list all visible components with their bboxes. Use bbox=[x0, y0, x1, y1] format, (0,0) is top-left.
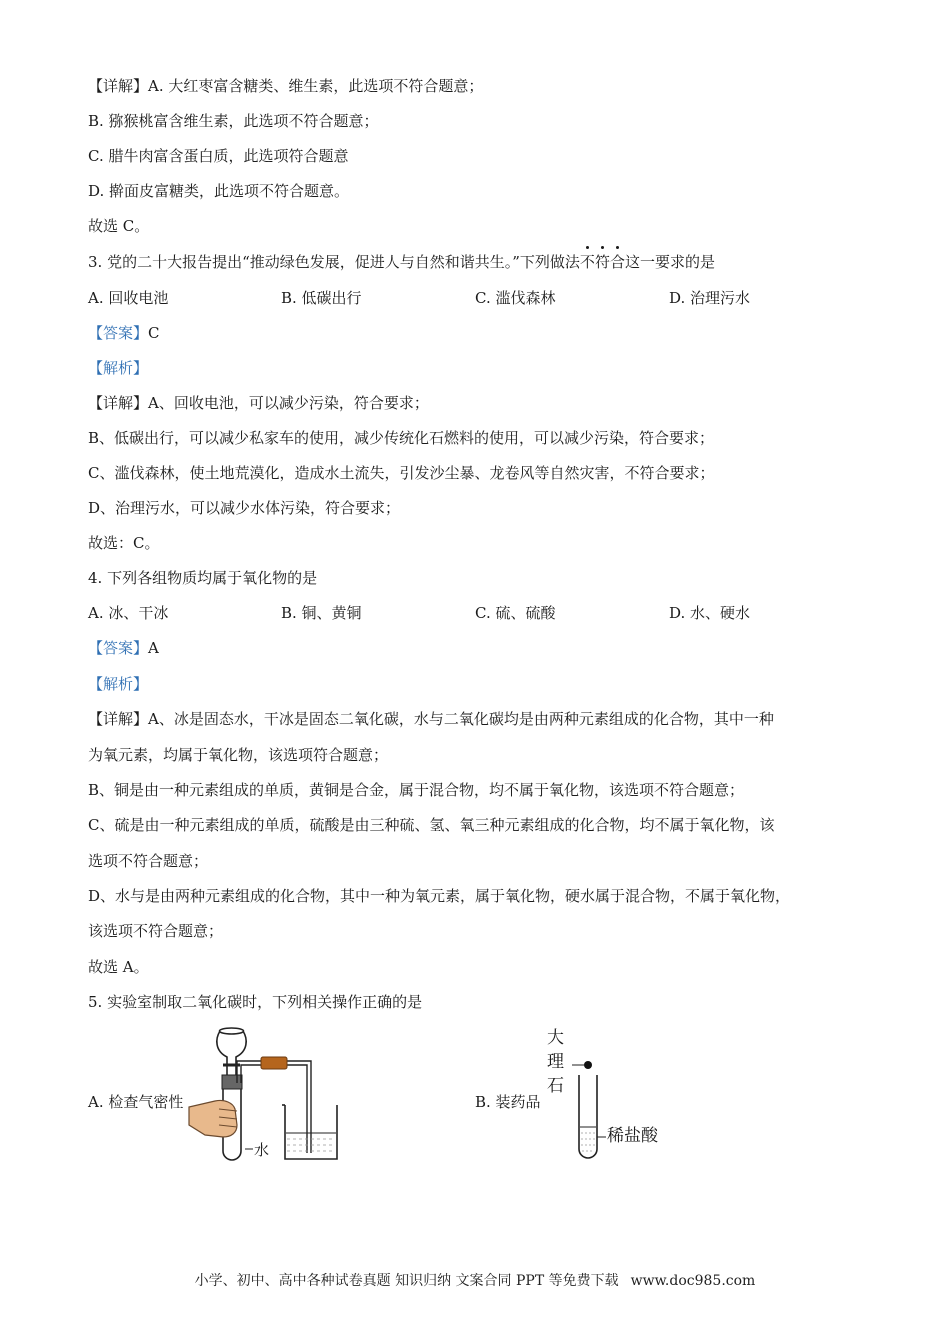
q3-stem-before: 3. 党的二十大报告提出“推动绿色发展，促进人与自然和谐共生。”下列做法 bbox=[88, 253, 580, 271]
detail-tag: 【详解】 bbox=[88, 394, 149, 412]
q3-emphasis-char: 合 bbox=[609, 253, 625, 271]
detail-text: A、回收电池，可以减少污染，符合要求； bbox=[148, 394, 429, 412]
q3-stem-after: 这一要求的是 bbox=[624, 253, 715, 271]
q3-option-a: A. 回收电池 bbox=[88, 289, 169, 307]
answer-tag: 【答案】 bbox=[88, 324, 149, 342]
q4-detail-line bbox=[88, 709, 774, 729]
q2-detail-a bbox=[88, 76, 483, 96]
q2-detail-c: C. 腊牛肉富含蛋白质，此选项符合题意 bbox=[88, 147, 349, 165]
q5-option-a-label: A. 检查气密性 bbox=[88, 1093, 184, 1111]
q3-stem bbox=[88, 252, 715, 272]
q2-detail-d: D. 擀面皮富糖类，此选项不符合题意。 bbox=[88, 182, 350, 200]
q4-option-d: D. 水、硬水 bbox=[669, 604, 751, 622]
detail-tag: 【详解】 bbox=[88, 710, 149, 728]
detail-tag: 【详解】 bbox=[88, 77, 149, 95]
q3-detail-line bbox=[88, 393, 429, 413]
q3-conclusion: 故选：C。 bbox=[88, 534, 160, 552]
q4-detail-line: C、硫是由一种元素组成的单质，硫酸是由三种硫、氢、氧三种元素组成的化合物，均不属于氧化物，该 bbox=[88, 816, 775, 834]
answer-value: C bbox=[148, 324, 160, 342]
marble-label-3: 石 bbox=[547, 1076, 564, 1096]
separatory-funnel-icon bbox=[217, 1028, 246, 1075]
q3-option-b: B. 低碳出行 bbox=[281, 289, 362, 307]
q4-detail-line: 该选项不符合题意； bbox=[88, 922, 224, 940]
q3-detail-line: B、低碳出行，可以减少私家车的使用，减少传统化石燃料的使用，可以减少污染，符合要求； bbox=[88, 429, 715, 447]
q3-emphasis-char: 不 bbox=[579, 253, 595, 271]
q5-stem: 5. 实验室制取二氧化碳时，下列相关操作正确的是 bbox=[88, 993, 423, 1011]
q4-detail-line: D、水与是由两种元素组成的化合物，其中一种为氧元素，属于氧化物，硬水属于混合物，不属于氧化物， bbox=[88, 887, 791, 905]
q4-answer bbox=[88, 638, 159, 658]
q2-detail-b: B. 猕猴桃富含维生素，此选项不符合题意； bbox=[88, 112, 379, 130]
q3-detail-line: C、滥伐森林，使土地荒漠化，造成水土流失，引发沙尘暴、龙卷风等自然灾害，不符合要求； bbox=[88, 464, 715, 482]
marble-piece bbox=[584, 1061, 592, 1069]
q3-answer bbox=[88, 323, 160, 343]
q4-option-a: A. 冰、干冰 bbox=[88, 604, 169, 622]
add-reagent-figure bbox=[570, 1055, 610, 1165]
marble-label-1: 大 bbox=[547, 1028, 564, 1048]
answer-tag: 【答案】 bbox=[88, 639, 149, 657]
page-footer bbox=[0, 1270, 950, 1290]
q3-analysis-tag: 【解析】 bbox=[88, 359, 149, 377]
test-tube bbox=[579, 1075, 597, 1158]
detail-text: A. 大红枣富含糖类、维生素，此选项不符合题意； bbox=[148, 77, 484, 95]
hand-icon bbox=[189, 1100, 237, 1137]
detail-text: A、冰是固态水，干冰是固态二氧化碳，水与二氧化碳均是由两种元素组成的化合物，其中一种 bbox=[148, 710, 774, 728]
q2-conclusion: 故选 C。 bbox=[88, 217, 150, 235]
q3-detail-line: D、治理污水，可以减少水体污染，符合要求； bbox=[88, 499, 401, 517]
rubber-tube-connector bbox=[261, 1057, 287, 1069]
q3-option-d: D. 治理污水 bbox=[669, 289, 751, 307]
q5-option-b-label: B. 装药品 bbox=[475, 1093, 541, 1111]
q3-emphasis-char: 符 bbox=[594, 253, 610, 271]
answer-value: A bbox=[148, 639, 159, 657]
q4-conclusion: 故选 A。 bbox=[88, 958, 149, 976]
q4-detail-line: 为氧元素，均属于氧化物，该选项符合题意； bbox=[88, 746, 389, 764]
footer-text: 小学、初中、高中各种试卷真题 知识归纳 文案合同 PPT 等免费下载 bbox=[194, 1273, 619, 1289]
q4-option-c: C. 硫、硫酸 bbox=[475, 604, 556, 622]
water-label: 水 bbox=[254, 1141, 270, 1159]
footer-link[interactable]: www.doc985.com bbox=[630, 1273, 756, 1289]
marble-label-2: 理 bbox=[547, 1052, 564, 1072]
rubber-stopper bbox=[222, 1075, 242, 1089]
q3-option-c: C. 滥伐森林 bbox=[475, 289, 556, 307]
q4-detail-line: B、铜是由一种元素组成的单质，黄铜是合金，属于混合物，均不属于氧化物，该选项不符合题意； bbox=[88, 781, 745, 799]
q4-stem: 4. 下列各组物质均属于氧化物的是 bbox=[88, 569, 318, 587]
q4-detail-line: 选项不符合题意； bbox=[88, 852, 209, 870]
acid-label: 稀盐酸 bbox=[607, 1126, 658, 1146]
q4-analysis-tag: 【解析】 bbox=[88, 675, 149, 693]
q4-option-b: B. 铜、黄铜 bbox=[281, 604, 362, 622]
